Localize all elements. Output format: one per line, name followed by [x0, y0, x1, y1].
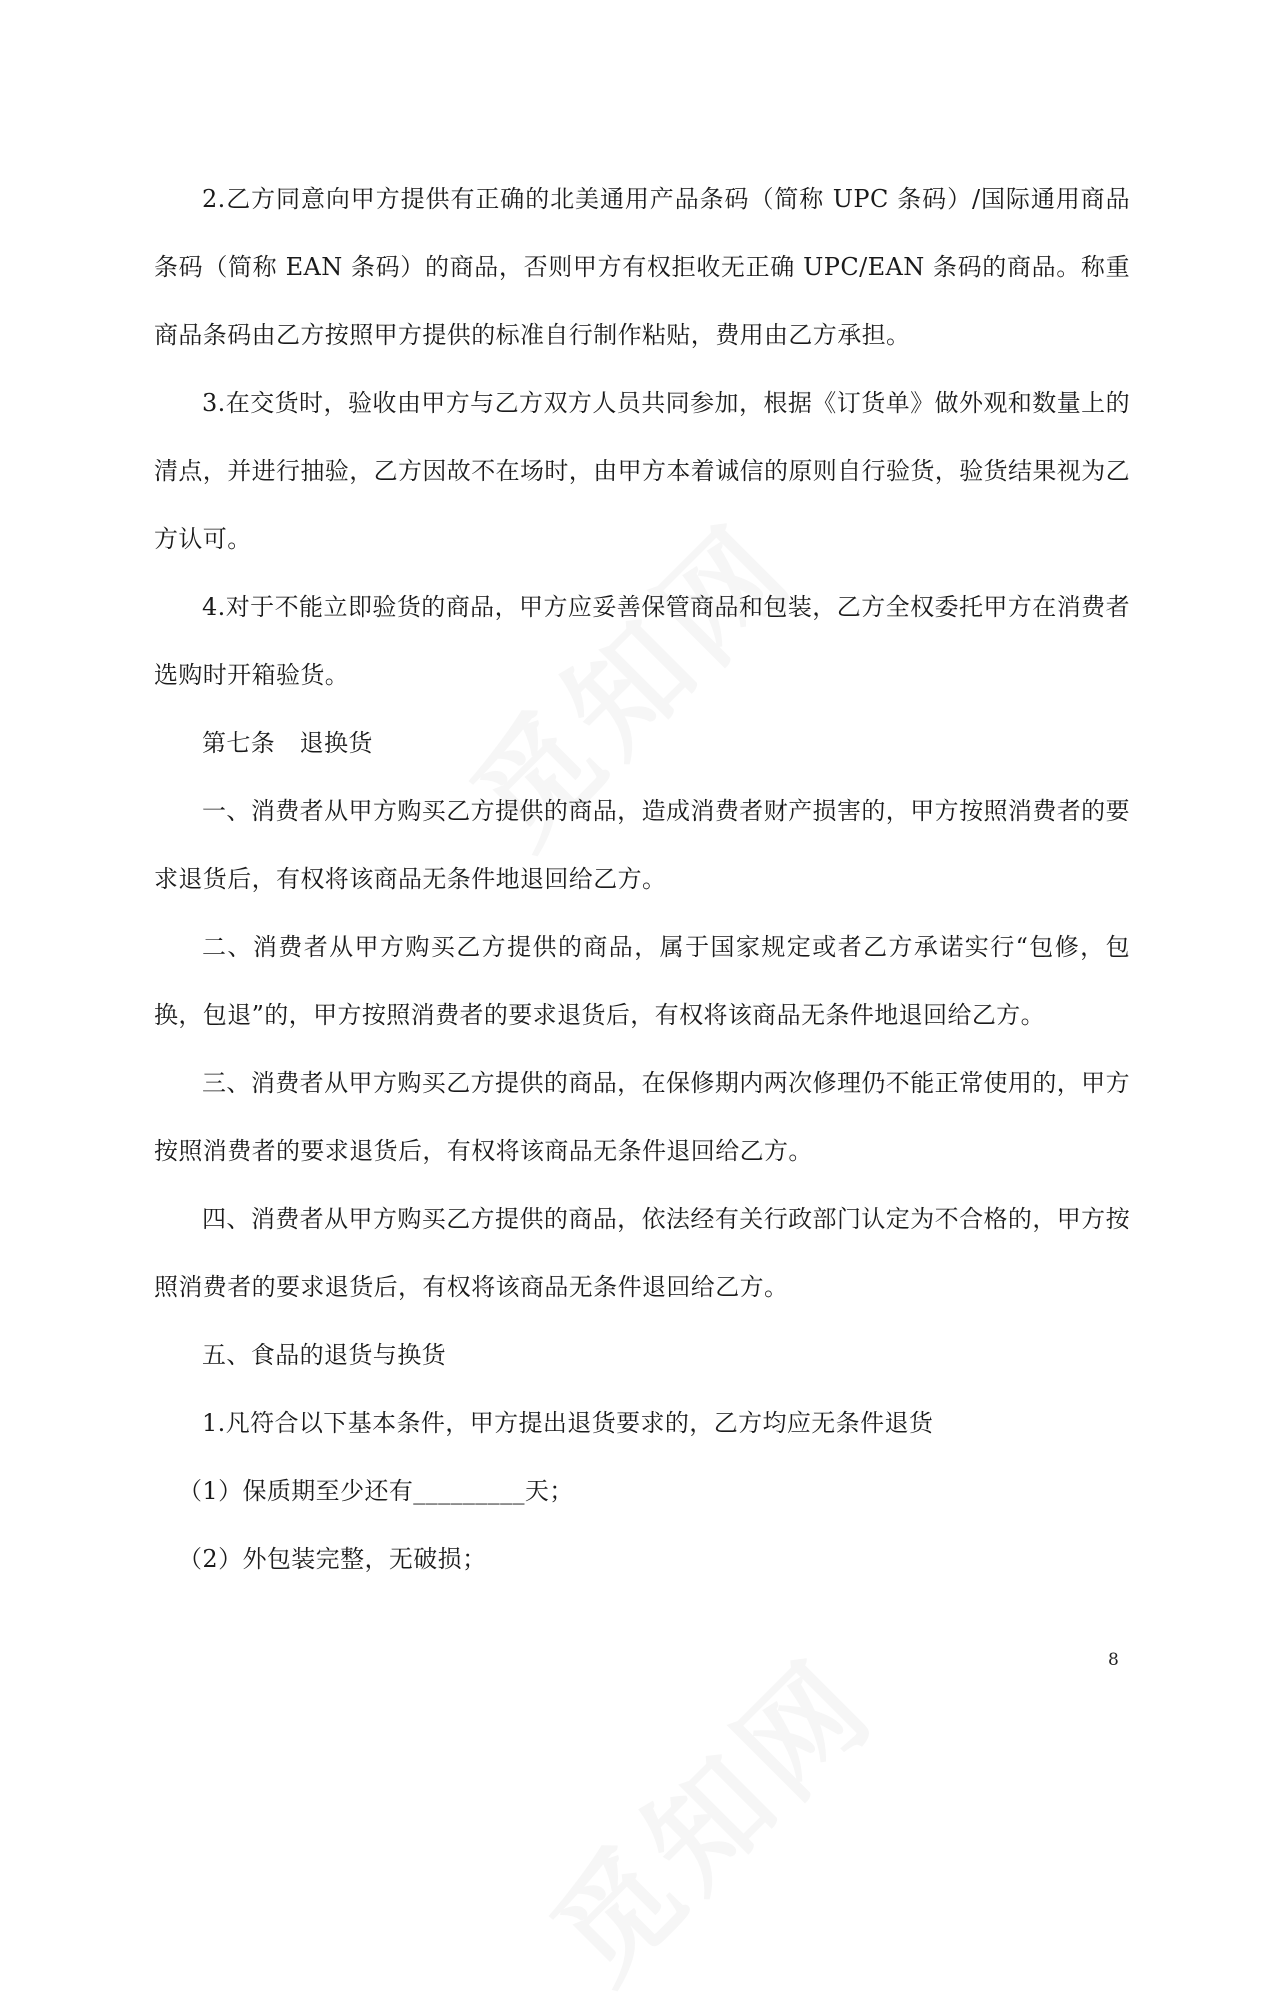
paragraph: 三、消费者从甲方购买乙方提供的商品，在保修期内两次修理仍不能正常使用的，甲方按照消费者的要求退货后，有权将该商品无条件退回给乙方。	[154, 1069, 1130, 1165]
section-heading: 第七条 退换货	[202, 729, 373, 757]
paragraph: 二、消费者从甲方购买乙方提供的商品，属于国家规定或者乙方承诺实行“包修，包换，包退”的，甲方按照消费者的要求退货后，有权将该商品无条件地退回给乙方。	[154, 933, 1130, 1029]
watermark	[508, 1593, 911, 1996]
paragraph: 2.乙方同意向甲方提供有正确的北美通用产品条码（简称 UPC 条码）/国际通用商品条码（简称 EAN 条码）的商品，否则甲方有权拒收无正确 UPC/EAN 条码的商品。称重商品条码由乙方按照甲方提供的标准自行制作粘贴，费用由乙方承担。	[154, 185, 1130, 349]
paragraph: 4.对于不能立即验货的商品，甲方应妥善保管商品和包装，乙方全权委托甲方在消费者选购时开箱验货。	[154, 593, 1130, 689]
page-number: 8	[1108, 1650, 1119, 1670]
paragraph: 四、消费者从甲方购买乙方提供的商品，依法经有关行政部门认定为不合格的，甲方按照消费者的要求退货后，有权将该商品无条件退回给乙方。	[154, 1205, 1130, 1301]
list-item: （2）外包装完整，无破损；	[178, 1545, 487, 1573]
paragraph: 1.凡符合以下基本条件，甲方提出退货要求的，乙方均应无条件退货	[202, 1409, 934, 1437]
list-item: （1）保质期至少还有_________天；	[178, 1477, 574, 1505]
document-body	[154, 165, 1130, 1593]
paragraph: 五、食品的退货与换货	[202, 1341, 446, 1369]
paragraph: 一、消费者从甲方购买乙方提供的商品，造成消费者财产损害的，甲方按照消费者的要求退货后，有权将该商品无条件地退回给乙方。	[154, 797, 1130, 893]
paragraph: 3.在交货时，验收由甲方与乙方双方人员共同参加，根据《订货单》做外观和数量上的清点，并进行抽验，乙方因故不在场时，由甲方本着诚信的原则自行验货，验货结果视为乙方认可。	[154, 389, 1130, 553]
